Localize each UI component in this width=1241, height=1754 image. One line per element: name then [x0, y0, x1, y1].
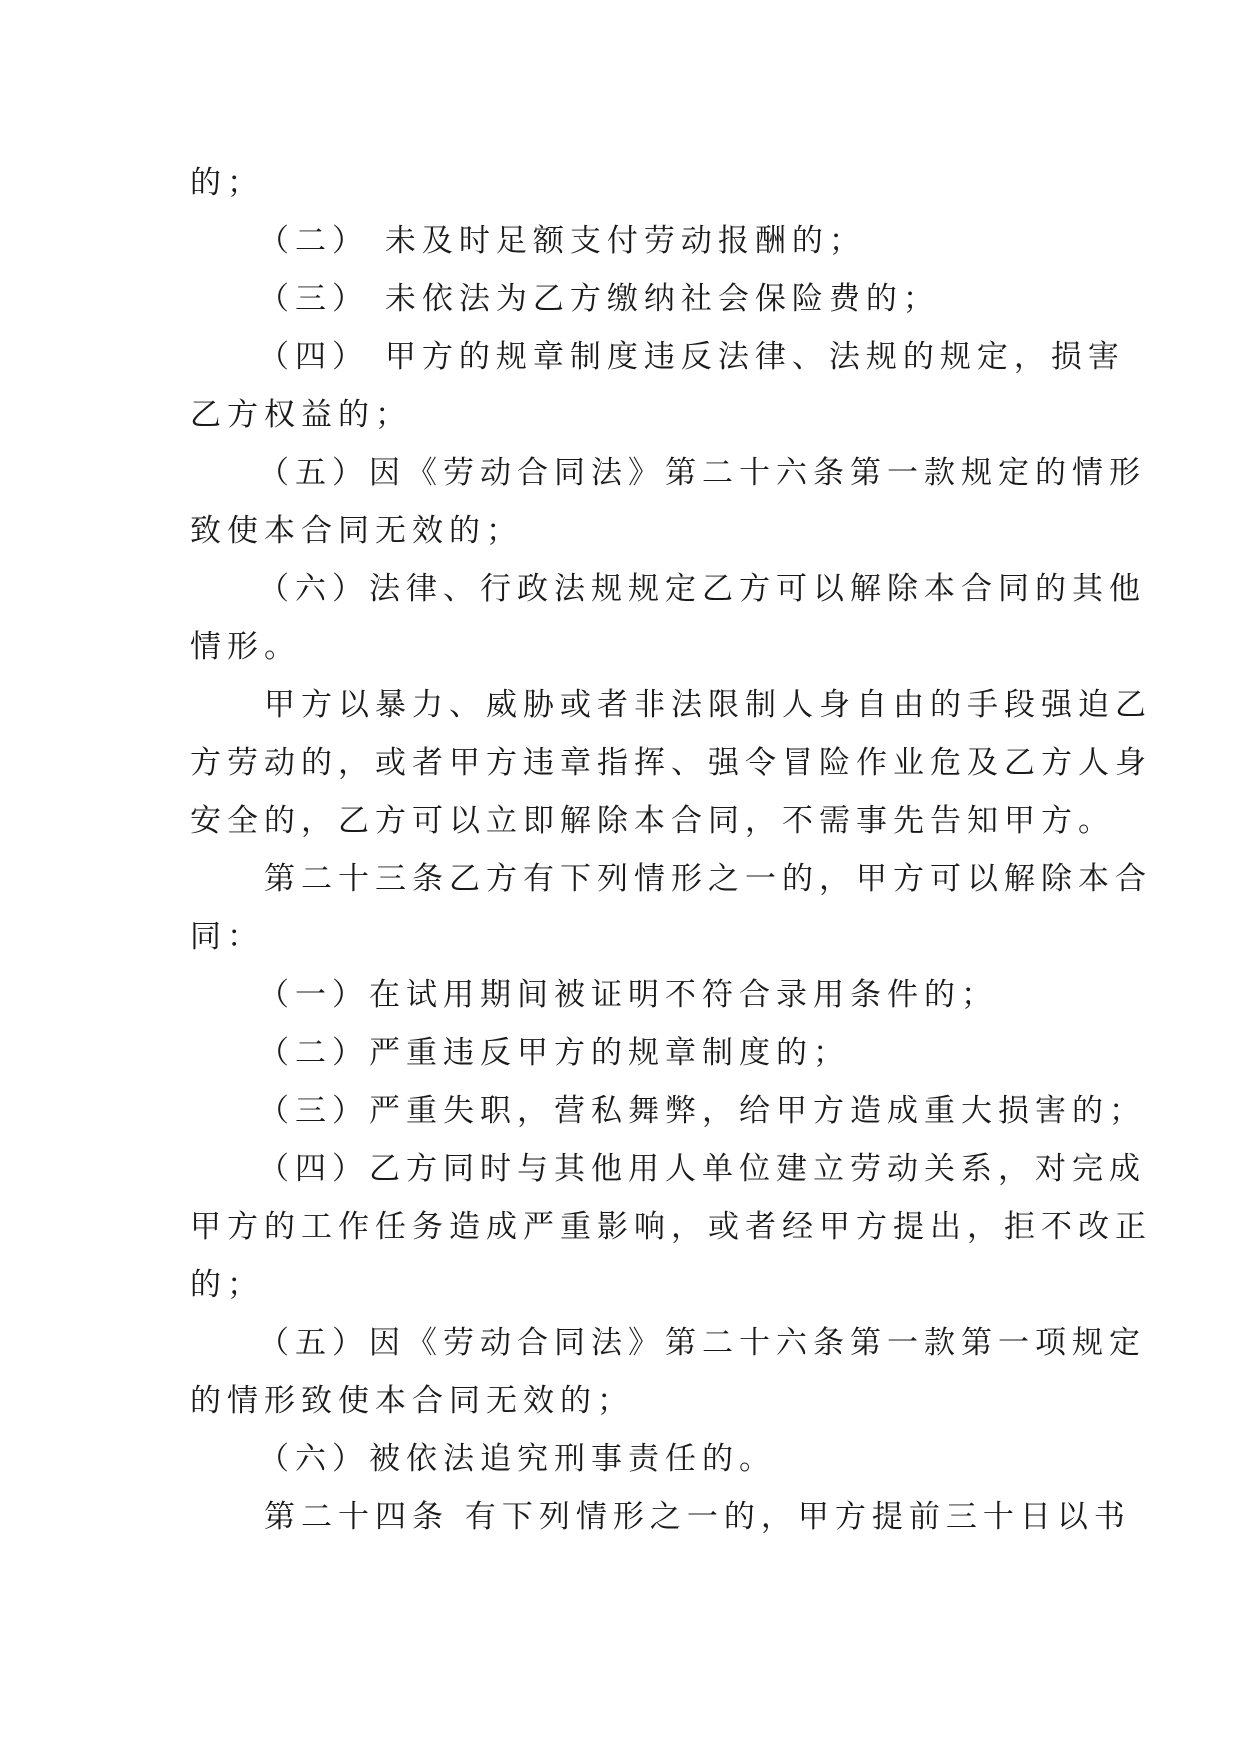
text-line: 乙方权益的； [190, 397, 412, 433]
text-line: （三） 未依法为乙方缴纳社会保险费的； [258, 281, 940, 317]
text-line: （五）因《劳动合同法》第二十六条第一款规定的情形 [258, 455, 1146, 491]
text-line: 情形。 [190, 629, 301, 665]
text-line: 的； [190, 165, 264, 201]
text-line: （五）因《劳动合同法》第二十六条第一款第一项规定 [258, 1325, 1146, 1361]
text-line: 第二十三条乙方有下列情形之一的，甲方可以解除本合 [264, 861, 1152, 897]
text-line: （二） 未及时足额支付劳动报酬的； [258, 223, 866, 259]
text-line: （四）乙方同时与其他用人单位建立劳动关系，对完成 [258, 1151, 1146, 1187]
text-line: 甲方的工作任务造成严重影响，或者经甲方提出，拒不改正 [190, 1209, 1152, 1245]
text-line: （六）法律、行政法规规定乙方可以解除本合同的其他 [258, 571, 1146, 607]
text-line: （一）在试用期间被证明不符合录用条件的； [258, 977, 998, 1013]
text-line: 第二十四条 有下列情形之一的，甲方提前三十日以书 [264, 1499, 1131, 1535]
text-line: 安全的，乙方可以立即解除本合同，不需事先告知甲方。 [190, 803, 1115, 839]
text-line: （四） 甲方的规章制度违反法律、法规的规定，损害 [258, 339, 1125, 375]
text-line: 的情形致使本合同无效的； [190, 1383, 634, 1419]
text-line: （二）严重违反甲方的规章制度的； [258, 1035, 850, 1071]
text-line: 同： [190, 919, 264, 955]
text-line: （三）严重失职，营私舞弊，给甲方造成重大损害的； [258, 1093, 1146, 1129]
text-line: 甲方以暴力、威胁或者非法限制人身自由的手段强迫乙 [264, 687, 1152, 723]
text-line: 方劳动的，或者甲方违章指挥、强令冒险作业危及乙方人身 [190, 745, 1152, 781]
text-line: （六）被依法追究刑事责任的。 [258, 1441, 776, 1477]
text-line: 的； [190, 1267, 264, 1303]
text-line: 致使本合同无效的； [190, 513, 523, 549]
